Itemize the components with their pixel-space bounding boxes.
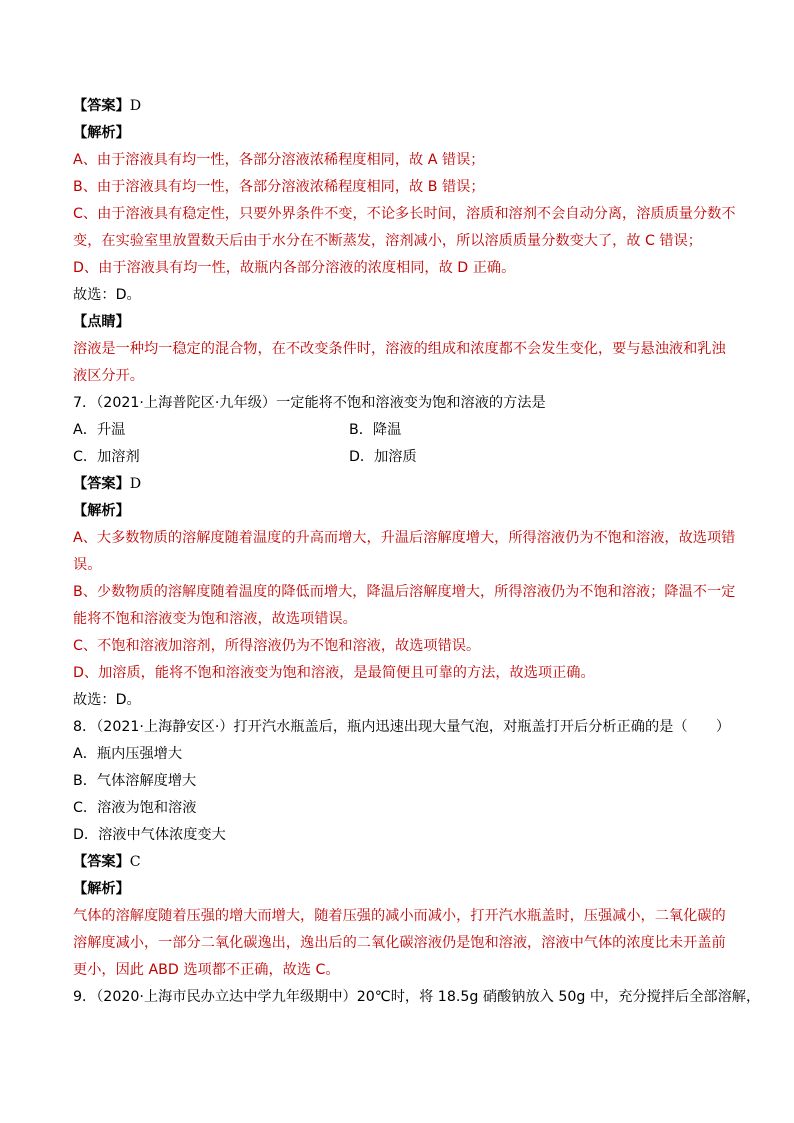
option-a: A．升温 bbox=[73, 422, 126, 438]
analysis-line: B、由于溶液具有均一性，各部分溶液浓稀程度相同，故 B 错误； bbox=[73, 179, 485, 195]
option-c: C．加溶剂 bbox=[73, 449, 140, 465]
final-choice: 故选：D。 bbox=[73, 692, 141, 708]
option-d: D．溶液中气体浓度变大 bbox=[73, 827, 226, 843]
document-page bbox=[73, 93, 761, 1011]
analysis-line: A、由于溶液具有均一性，各部分溶液浓稀程度相同，故 A 错误； bbox=[73, 152, 485, 168]
analysis-line: 误。 bbox=[73, 557, 102, 573]
tip-line: 液区分开。 bbox=[73, 368, 144, 384]
tip-heading bbox=[73, 309, 723, 336]
answer-row bbox=[73, 849, 723, 876]
option-d: D．加溶质 bbox=[349, 449, 417, 465]
answer-row bbox=[73, 471, 723, 498]
final-choice: 故选：D。 bbox=[73, 287, 141, 303]
analysis-line: A、大多数物质的溶解度随着温度的升高而增大，升温后溶解度增大，所得溶液仍为不饱和溶液，故选项错 bbox=[73, 530, 736, 546]
option-b: B．气体溶解度增大 bbox=[73, 773, 197, 789]
analysis-line: C、不饱和溶液加溶剂，所得溶液仍为不饱和溶液，故选项错误。 bbox=[73, 638, 481, 654]
analysis-line: 更小，因此 ABD 选项都不正确，故选 C。 bbox=[73, 962, 340, 978]
analysis-heading bbox=[73, 120, 723, 147]
analysis-label: 【解析】 bbox=[73, 881, 130, 897]
option-c: C．溶液为饱和溶液 bbox=[73, 800, 197, 816]
option-a: A．瓶内压强增大 bbox=[73, 746, 183, 762]
analysis-line: C、由于溶液具有稳定性，只要外界条件不变，不论多长时间，溶质和溶剂不会自动分离，溶质质量分数不 bbox=[73, 206, 736, 222]
answer-label: 【答案】 bbox=[73, 476, 130, 492]
analysis-label: 【解析】 bbox=[73, 125, 130, 141]
question-7-stem: 7．（2021·上海普陀区·九年级）一定能将不饱和溶液变为饱和溶液的方法是 bbox=[73, 395, 546, 411]
question-8-stem: 8．（2021·上海静安区·）打开汽水瓶盖后，瓶内迅速出现大量气泡，对瓶盖打开后分析正确的是（ ） bbox=[73, 719, 731, 735]
analysis-line: 变，在实验室里放置数天后由于水分在不断蒸发，溶剂减小，所以溶质质量分数变大了，故 C 错误； bbox=[73, 233, 702, 249]
analysis-line: 能将不饱和溶液变为饱和溶液，故选项错误。 bbox=[73, 611, 357, 627]
question-7-options-row-2 bbox=[73, 444, 723, 471]
analysis-heading bbox=[73, 876, 723, 903]
answer-value: D bbox=[129, 98, 142, 114]
answer-value: D bbox=[129, 476, 142, 492]
answer-row bbox=[73, 93, 723, 120]
analysis-line: D、加溶质，能将不饱和溶液变为饱和溶液，是最简便且可靠的方法，故选项正确。 bbox=[73, 665, 595, 681]
answer-label: 【答案】 bbox=[73, 98, 130, 114]
question-7-options-row-1 bbox=[73, 417, 723, 444]
option-b: B．降温 bbox=[349, 422, 402, 438]
question-9-stem: 9．（2020·上海市民办立达中学九年级期中）20℃时，将 18.5g 硝酸钠放入 50g 中，充分搅拌后全部溶解， bbox=[73, 989, 761, 1005]
analysis-line: 溶解度减小，一部分二氧化碳逸出，逸出后的二氧化碳溶液仍是饱和溶液，溶液中气体的浓度比未开盖前 bbox=[73, 935, 726, 951]
analysis-label: 【解析】 bbox=[73, 503, 130, 519]
answer-value: C bbox=[129, 854, 141, 870]
analysis-line: B、少数物质的溶解度随着温度的降低而增大，降温后溶解度增大，所得溶液仍为不饱和溶液；降温不一定 bbox=[73, 584, 736, 600]
tip-line: 溶液是一种均一稳定的混合物，在不改变条件时，溶液的组成和浓度都不会发生变化，要与悬浊液和乳浊 bbox=[73, 341, 726, 357]
tip-label: 【点睛】 bbox=[73, 314, 130, 330]
analysis-heading bbox=[73, 498, 723, 525]
answer-label: 【答案】 bbox=[73, 854, 130, 870]
analysis-line: D、由于溶液具有均一性，故瓶内各部分溶液的浓度相同，故 D 正确。 bbox=[73, 260, 516, 276]
analysis-line: 气体的溶解度随着压强的增大而增大，随着压强的减小而减小，打开汽水瓶盖时，压强减小，二氧化碳的 bbox=[73, 908, 726, 924]
